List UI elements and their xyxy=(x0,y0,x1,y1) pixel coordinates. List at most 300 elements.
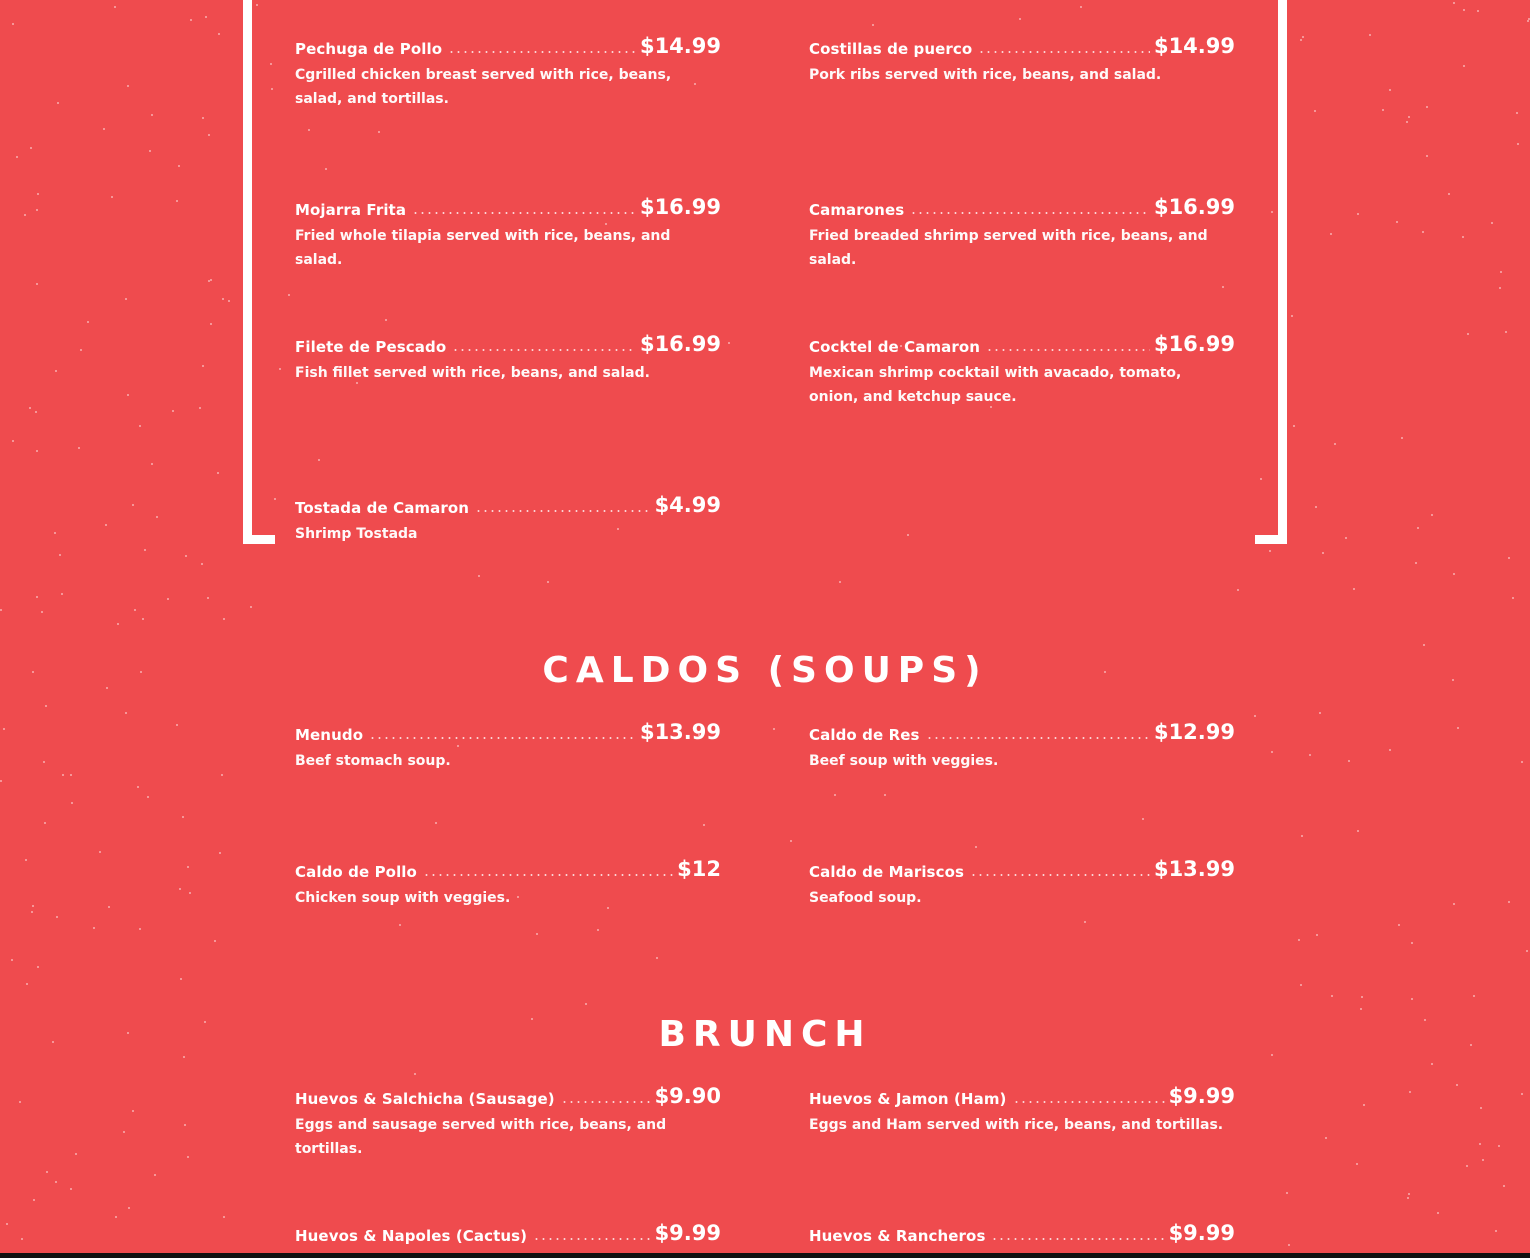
texture-speck xyxy=(105,524,107,526)
texture-speck xyxy=(790,840,792,842)
item-name: Filete de Pescado xyxy=(295,338,447,356)
texture-speck xyxy=(123,1131,125,1133)
texture-speck xyxy=(1325,1137,1327,1139)
texture-speck xyxy=(103,128,105,130)
texture-speck xyxy=(1426,155,1428,157)
texture-speck xyxy=(142,618,144,620)
menu-item xyxy=(809,1215,1235,1245)
texture-speck xyxy=(1423,644,1425,646)
texture-speck xyxy=(1482,1159,1484,1161)
texture-speck xyxy=(1301,835,1303,837)
texture-speck xyxy=(1479,1143,1481,1145)
dot-leader xyxy=(452,349,636,351)
texture-speck xyxy=(597,929,599,931)
texture-speck xyxy=(1080,6,1082,8)
texture-speck xyxy=(1456,1084,1458,1086)
texture-speck xyxy=(99,851,101,853)
texture-speck xyxy=(270,63,272,65)
texture-speck xyxy=(1516,112,1518,114)
menu-item xyxy=(295,189,721,272)
texture-speck xyxy=(45,705,47,707)
texture-speck xyxy=(1322,552,1324,554)
texture-speck xyxy=(182,816,184,818)
texture-speck xyxy=(114,6,116,8)
texture-speck xyxy=(187,866,189,868)
texture-speck xyxy=(1271,211,1273,213)
texture-speck xyxy=(56,916,58,918)
texture-speck xyxy=(585,1003,587,1005)
texture-speck xyxy=(179,888,181,890)
texture-speck xyxy=(1142,818,1144,820)
item-name: Caldo de Pollo xyxy=(295,863,417,881)
texture-speck xyxy=(32,905,34,907)
dot-leader xyxy=(448,51,636,53)
texture-speck xyxy=(1498,1145,1500,1147)
texture-speck xyxy=(24,214,26,216)
texture-speck xyxy=(54,532,56,534)
texture-speck xyxy=(975,846,977,848)
section-title-brunch: BRUNCH xyxy=(658,1014,872,1055)
texture-speck xyxy=(1503,1185,1505,1187)
menu-item xyxy=(809,851,1235,910)
texture-speck xyxy=(0,780,2,782)
texture-speck xyxy=(31,911,33,913)
texture-speck xyxy=(1293,425,1295,427)
item-price: $14.99 xyxy=(1153,34,1235,58)
texture-speck xyxy=(128,1207,130,1209)
texture-speck xyxy=(222,298,224,300)
texture-speck xyxy=(1330,233,1332,235)
texture-speck xyxy=(115,1216,117,1218)
texture-speck xyxy=(59,554,61,556)
item-name: Pechuga de Pollo xyxy=(295,40,443,58)
texture-speck xyxy=(214,940,216,942)
texture-speck xyxy=(1300,984,1302,986)
item-name: Camarones xyxy=(809,201,905,219)
texture-speck xyxy=(1288,1244,1290,1246)
menu-item xyxy=(809,1078,1235,1137)
item-name: Caldo de Mariscos xyxy=(809,863,965,881)
texture-speck xyxy=(41,611,43,613)
texture-speck xyxy=(1396,221,1398,223)
texture-speck xyxy=(1495,1230,1497,1232)
texture-speck xyxy=(1019,18,1021,20)
item-description: Fried breaded shrimp served with rice, beans, and salad. xyxy=(809,228,1208,268)
item-name: Tostada de Camaron xyxy=(295,499,470,517)
menu-item xyxy=(295,1215,721,1245)
texture-speck xyxy=(176,724,178,726)
item-name: Huevos & Napoles (Cactus) xyxy=(295,1227,528,1245)
item-price: $16.99 xyxy=(639,332,721,356)
texture-speck xyxy=(1408,116,1410,118)
texture-speck xyxy=(21,1238,23,1240)
item-description: Beef soup with veggies. xyxy=(809,753,999,769)
texture-speck xyxy=(172,410,174,412)
texture-speck xyxy=(25,859,27,861)
texture-speck xyxy=(1357,830,1359,832)
item-price: $13.99 xyxy=(639,720,721,744)
texture-speck xyxy=(1360,1008,1362,1010)
texture-speck xyxy=(46,1171,48,1173)
texture-speck xyxy=(1309,754,1311,756)
texture-speck xyxy=(139,928,141,930)
texture-speck xyxy=(29,407,31,409)
texture-speck xyxy=(35,411,37,413)
texture-speck xyxy=(1271,751,1273,753)
menu-item xyxy=(809,326,1235,409)
texture-speck xyxy=(1500,271,1502,273)
texture-speck xyxy=(399,924,401,926)
texture-speck xyxy=(435,822,437,824)
menu-item xyxy=(295,326,721,385)
texture-speck xyxy=(151,114,153,116)
texture-speck xyxy=(36,596,38,598)
texture-speck xyxy=(1356,1163,1358,1165)
texture-speck xyxy=(33,1199,35,1201)
texture-speck xyxy=(139,425,141,427)
texture-speck xyxy=(1467,333,1469,335)
dot-leader xyxy=(910,212,1150,214)
frame-left-border xyxy=(243,0,252,544)
texture-speck xyxy=(221,774,223,776)
dot-leader xyxy=(926,737,1150,739)
texture-speck xyxy=(1315,506,1317,508)
texture-speck xyxy=(1426,106,1428,108)
texture-speck xyxy=(43,761,45,763)
texture-speck xyxy=(1401,437,1403,439)
texture-speck xyxy=(378,131,380,133)
texture-speck xyxy=(1512,597,1514,599)
texture-speck xyxy=(1517,143,1519,145)
section-title-caldos: CALDOS (SOUPS) xyxy=(542,650,988,691)
texture-speck xyxy=(1463,9,1465,11)
texture-speck xyxy=(834,794,836,796)
menu-item xyxy=(295,28,721,111)
texture-speck xyxy=(1431,1063,1433,1065)
texture-speck xyxy=(1408,1193,1410,1195)
texture-speck xyxy=(180,978,182,980)
texture-speck xyxy=(228,300,230,302)
texture-speck xyxy=(44,822,46,824)
dot-leader xyxy=(423,874,673,876)
texture-speck xyxy=(656,957,658,959)
texture-speck xyxy=(279,368,281,370)
item-price: $13.99 xyxy=(1153,857,1235,881)
texture-speck xyxy=(37,966,39,968)
texture-speck xyxy=(1369,34,1371,36)
texture-speck xyxy=(1453,903,1455,905)
texture-speck xyxy=(1527,20,1529,22)
texture-speck xyxy=(71,802,73,804)
menu-item xyxy=(295,1078,721,1161)
dot-leader xyxy=(369,737,636,739)
item-price: $4.99 xyxy=(654,493,721,517)
texture-speck xyxy=(55,1181,57,1183)
texture-speck xyxy=(156,516,158,518)
texture-speck xyxy=(1300,39,1302,41)
texture-speck xyxy=(1499,287,1501,289)
texture-speck xyxy=(1291,315,1293,317)
texture-speck xyxy=(125,712,127,714)
texture-speck xyxy=(1409,1091,1411,1093)
texture-speck xyxy=(1521,761,1523,763)
texture-speck xyxy=(137,786,139,788)
texture-speck xyxy=(199,407,201,409)
texture-speck xyxy=(202,365,204,367)
texture-speck xyxy=(37,193,39,195)
item-price: $9.99 xyxy=(654,1221,721,1245)
texture-speck xyxy=(189,892,191,894)
texture-speck xyxy=(1269,550,1271,552)
texture-speck xyxy=(1466,1165,1468,1167)
texture-speck xyxy=(210,323,212,325)
texture-speck xyxy=(184,1124,186,1126)
texture-speck xyxy=(1407,1197,1409,1199)
texture-speck xyxy=(11,959,13,961)
item-name: Menudo xyxy=(295,726,364,744)
texture-speck xyxy=(19,1101,21,1103)
texture-speck xyxy=(1353,588,1355,590)
texture-speck xyxy=(57,102,59,104)
texture-speck xyxy=(70,774,72,776)
texture-speck xyxy=(1521,1093,1523,1095)
texture-speck xyxy=(36,209,38,211)
item-description: Shrimp Tostada xyxy=(295,526,418,542)
texture-speck xyxy=(125,298,127,300)
texture-speck xyxy=(151,463,153,465)
item-description: Pork ribs served with rice, beans, and salad. xyxy=(809,67,1162,83)
texture-speck xyxy=(1398,924,1400,926)
texture-speck xyxy=(55,370,57,372)
dot-leader xyxy=(970,874,1150,876)
texture-speck xyxy=(218,33,220,35)
texture-speck xyxy=(176,200,178,202)
texture-speck xyxy=(274,498,276,500)
texture-speck xyxy=(1286,1192,1288,1194)
texture-speck xyxy=(62,774,64,776)
texture-speck xyxy=(256,4,258,6)
texture-speck xyxy=(703,824,705,826)
item-description: Fried whole tilapia served with rice, beans, and salad. xyxy=(295,228,671,268)
texture-speck xyxy=(217,472,219,474)
texture-speck xyxy=(1406,121,1408,123)
item-price: $12.99 xyxy=(1153,720,1235,744)
texture-speck xyxy=(872,24,874,26)
texture-speck xyxy=(1505,331,1507,333)
texture-speck xyxy=(907,534,909,536)
texture-speck xyxy=(1508,557,1510,559)
texture-speck xyxy=(80,349,82,351)
menu-item xyxy=(295,851,721,910)
texture-speck xyxy=(1298,939,1300,941)
dot-leader xyxy=(533,1238,650,1240)
texture-speck xyxy=(61,593,63,595)
texture-speck xyxy=(271,88,273,90)
item-description: Cgrilled chicken breast served with rice, beans, salad, and tortillas. xyxy=(295,67,672,107)
texture-speck xyxy=(1491,222,1493,224)
texture-speck xyxy=(1389,89,1391,91)
texture-speck xyxy=(26,983,28,985)
item-price: $12 xyxy=(677,857,721,881)
texture-speck xyxy=(1237,589,1239,591)
texture-speck xyxy=(111,196,113,198)
texture-speck xyxy=(1314,110,1316,112)
texture-speck xyxy=(547,581,549,583)
texture-speck xyxy=(839,581,841,583)
texture-speck xyxy=(1348,760,1350,762)
texture-speck xyxy=(1415,562,1417,564)
item-name: Caldo de Res xyxy=(809,726,920,744)
texture-speck xyxy=(1477,10,1479,12)
texture-speck xyxy=(478,575,480,577)
texture-speck xyxy=(36,450,38,452)
texture-speck xyxy=(223,618,225,620)
item-description: Chicken soup with veggies. xyxy=(295,890,511,906)
menu-item xyxy=(809,189,1235,272)
menu-item xyxy=(295,714,721,773)
texture-speck xyxy=(1462,236,1464,238)
dot-leader xyxy=(561,1101,651,1103)
texture-speck xyxy=(190,19,192,21)
texture-speck xyxy=(16,156,18,158)
item-description: Fish fillet served with rice, beans, and salad. xyxy=(295,365,650,381)
texture-speck xyxy=(1260,478,1262,480)
item-name: Huevos & Jamon (Ham) xyxy=(809,1090,1007,1108)
texture-speck xyxy=(167,598,169,600)
texture-speck xyxy=(1363,1104,1365,1106)
texture-speck xyxy=(884,794,886,796)
texture-speck xyxy=(1222,286,1224,288)
texture-speck xyxy=(1357,213,1359,215)
texture-speck xyxy=(154,1174,156,1176)
frame-right-border xyxy=(1278,0,1287,544)
texture-speck xyxy=(308,129,310,131)
item-description: Seafood soup. xyxy=(809,890,922,906)
texture-speck xyxy=(1084,921,1086,923)
texture-speck xyxy=(1389,749,1391,751)
texture-speck xyxy=(1334,443,1336,445)
item-description: Eggs and Ham served with rice, beans, and tortillas. xyxy=(809,1117,1224,1133)
texture-speck xyxy=(1463,65,1465,67)
texture-speck xyxy=(0,609,2,611)
item-price: $9.99 xyxy=(1168,1084,1235,1108)
texture-speck xyxy=(1448,193,1450,195)
dot-leader xyxy=(991,1238,1164,1240)
texture-speck xyxy=(318,459,320,461)
texture-speck xyxy=(1508,901,1510,903)
item-price: $9.90 xyxy=(654,1084,721,1108)
texture-speck xyxy=(1526,950,1528,952)
texture-speck xyxy=(36,283,38,285)
texture-speck xyxy=(127,85,129,87)
item-price: $16.99 xyxy=(1153,195,1235,219)
texture-speck xyxy=(210,279,212,281)
texture-speck xyxy=(132,504,134,506)
texture-speck xyxy=(219,852,221,854)
texture-speck xyxy=(147,796,149,798)
texture-speck xyxy=(78,447,80,449)
frame-right-corner xyxy=(1255,535,1287,544)
texture-speck xyxy=(93,927,95,929)
texture-speck xyxy=(132,1110,134,1112)
item-description: Eggs and sausage served with rice, beans, and tortillas. xyxy=(295,1117,667,1157)
texture-speck xyxy=(6,1223,8,1225)
texture-speck xyxy=(202,117,204,119)
texture-speck xyxy=(187,1156,189,1158)
texture-speck xyxy=(1411,998,1413,1000)
menu-item xyxy=(809,28,1235,87)
texture-speck xyxy=(1453,573,1455,575)
texture-speck xyxy=(1480,1107,1482,1109)
menu-item xyxy=(809,714,1235,773)
texture-speck xyxy=(1254,715,1256,717)
texture-speck xyxy=(1457,727,1459,729)
texture-speck xyxy=(117,623,119,625)
texture-speck xyxy=(728,342,730,344)
texture-speck xyxy=(185,555,187,557)
texture-speck xyxy=(1319,712,1321,714)
texture-speck xyxy=(134,609,136,611)
texture-speck xyxy=(414,1073,416,1075)
dot-leader xyxy=(475,510,651,512)
texture-speck xyxy=(3,728,5,730)
item-price: $16.99 xyxy=(639,195,721,219)
texture-speck xyxy=(536,933,538,935)
texture-speck xyxy=(201,563,203,565)
item-description: Beef stomach soup. xyxy=(295,753,451,769)
texture-speck xyxy=(1453,2,1455,4)
texture-speck xyxy=(1431,514,1433,516)
item-price: $14.99 xyxy=(639,34,721,58)
texture-speck xyxy=(250,606,252,608)
texture-speck xyxy=(87,321,89,323)
texture-speck xyxy=(223,1216,225,1218)
texture-speck xyxy=(12,23,14,25)
dot-leader xyxy=(978,51,1150,53)
texture-speck xyxy=(70,1188,72,1190)
dot-leader xyxy=(986,349,1150,351)
texture-speck xyxy=(183,1056,185,1058)
item-name: Mojarra Frita xyxy=(295,201,407,219)
texture-speck xyxy=(1345,537,1347,539)
frame-left-corner xyxy=(243,535,275,544)
texture-speck xyxy=(1417,527,1419,529)
texture-speck xyxy=(75,1153,77,1155)
texture-speck xyxy=(149,150,151,152)
texture-speck xyxy=(1361,996,1363,998)
dot-leader xyxy=(412,212,636,214)
texture-speck xyxy=(1422,231,1424,233)
texture-speck xyxy=(1302,36,1304,38)
texture-speck xyxy=(288,294,290,296)
texture-speck xyxy=(127,394,129,396)
texture-speck xyxy=(208,134,210,136)
texture-speck xyxy=(1473,995,1475,997)
texture-speck xyxy=(1411,942,1413,944)
item-price: $9.99 xyxy=(1168,1221,1235,1245)
texture-speck xyxy=(1331,995,1333,997)
texture-speck xyxy=(207,597,209,599)
bottom-edge-bar xyxy=(0,1253,1530,1258)
texture-speck xyxy=(1316,934,1318,936)
dot-leader xyxy=(1013,1101,1165,1103)
item-price: $16.99 xyxy=(1153,332,1235,356)
item-name: Costillas de puerco xyxy=(809,40,973,58)
item-name: Huevos & Rancheros xyxy=(809,1227,986,1245)
texture-speck xyxy=(144,549,146,551)
item-description: Mexican shrimp cocktail with avacado, tomato, onion, and ketchup sauce. xyxy=(809,365,1182,405)
item-name: Huevos & Salchicha (Sausage) xyxy=(295,1090,555,1108)
